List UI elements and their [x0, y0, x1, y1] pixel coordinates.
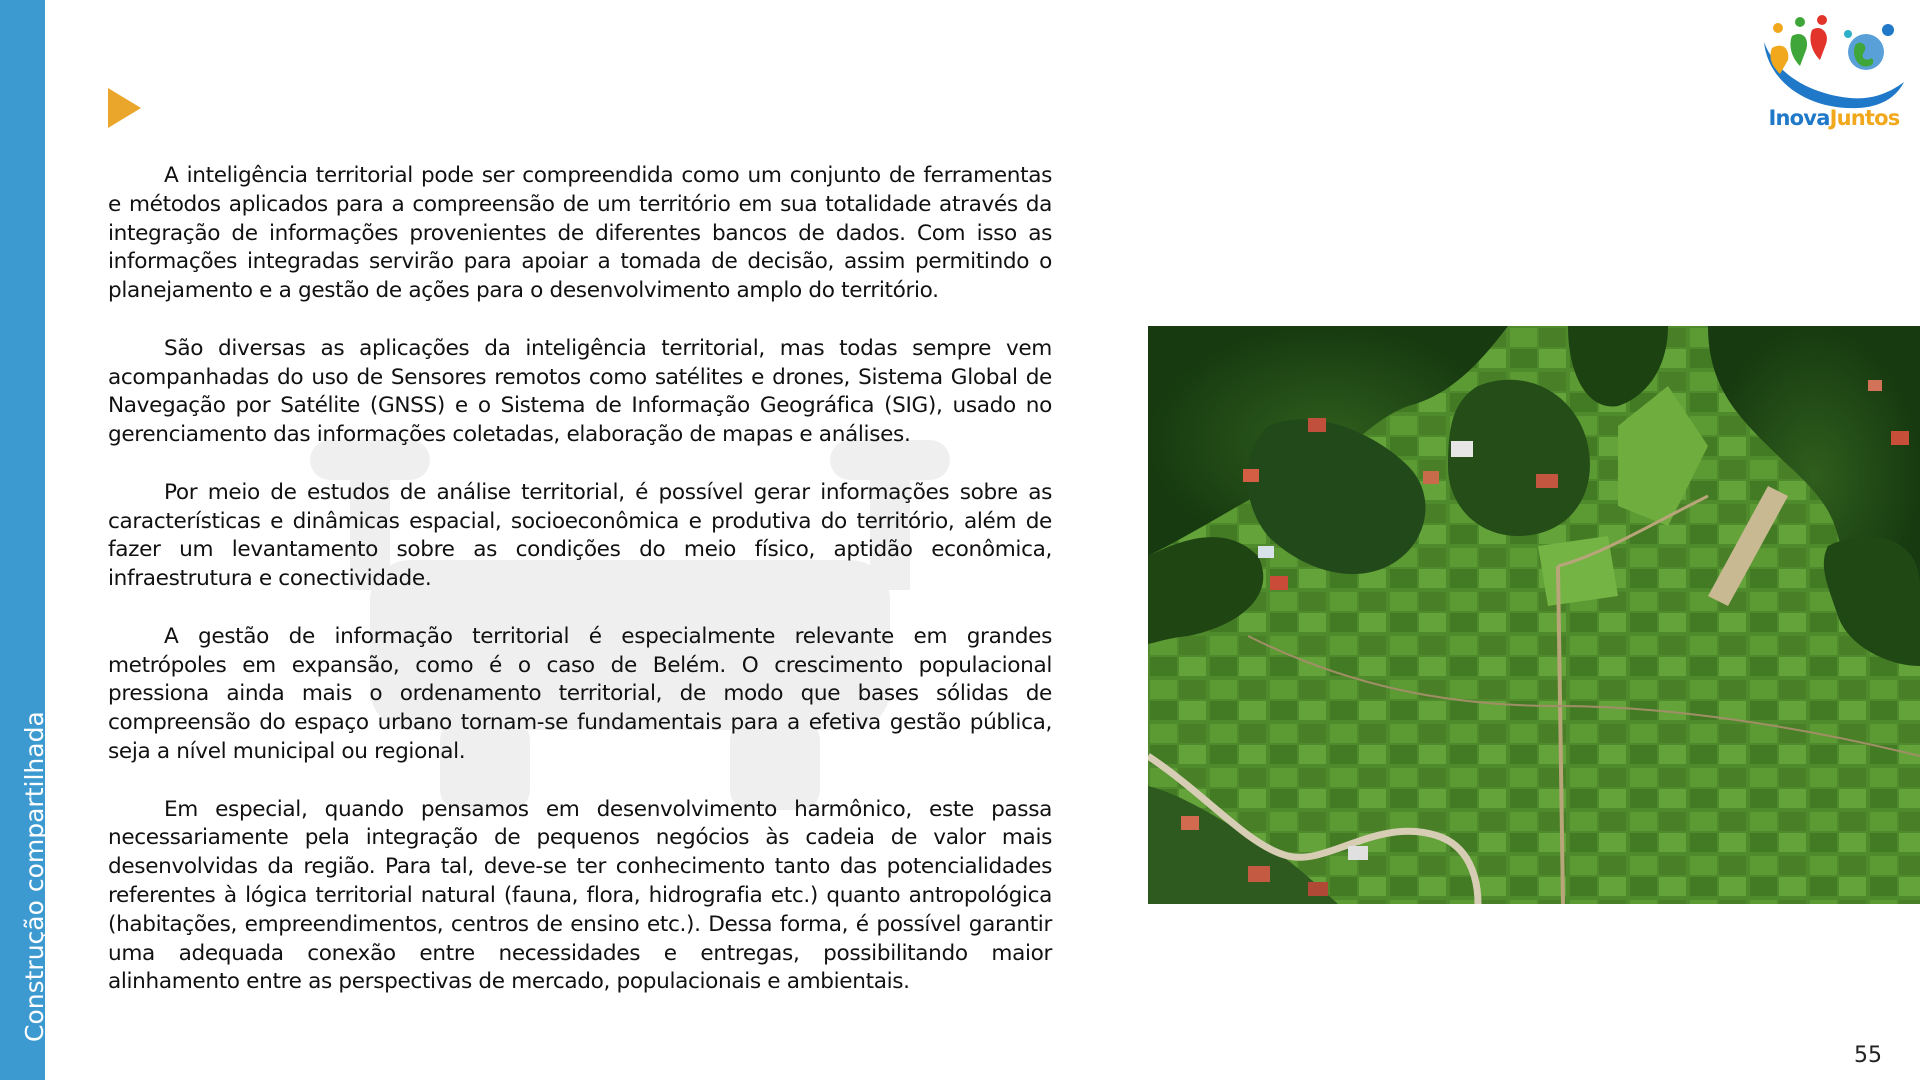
paragraph-1: A inteligência territorial pode ser compreendida como um conjunto de ferramentas e métodos aplicados para a compreensão de um território em sua totalidade através da integração de informações provenientes de diferentes bancos de dados. Com isso as informações integradas servirão para apoiar a tomada de decisão, assim permitindo o planejamento e a gestão de ações para o desenvolvimento amplo do território.: [108, 163, 1052, 304]
sidebar-label: Construção compartilhada: [20, 711, 49, 1042]
page-number: 55: [1854, 1043, 1882, 1068]
paragraph-3: Por meio de estudos de análise territorial, é possível gerar informações sobre as características e dinâmicas espacial, socioeconômica e produtiva do território, além de fazer um levantamento sobre as condições do meio físico, aptidão econômica, infraestrutura e conectividade.: [108, 479, 1052, 592]
aerial-farmland-photo: [1148, 326, 1920, 904]
body-text: [108, 162, 1052, 997]
logo-wordmark-part2: Juntos: [1829, 106, 1900, 130]
paragraph-4: A gestão de informação territorial é especialmente relevante em grandes metrópoles em expansão, como é o caso de Belém. O crescimento populacional pressiona ainda mais o ordenamento territorial, de modo que bases sólidas de compreensão do espaço urbano tornam-se fundamentais para a efetiva gestão pública, seja a nível municipal ou regional.: [108, 623, 1052, 764]
logo-wordmark-part1: Inova: [1768, 106, 1830, 130]
play-triangle-icon: [108, 88, 141, 128]
logo-wordmark: [1762, 106, 1906, 130]
paragraph-5: Em especial, quando pensamos em desenvolvimento harmônico, este passa necessariamente pela integração de pequenos negócios às cadeia de valor mais desenvolvidas da região. Para tal, deve-se ter conhecimento tanto das potencialidades referentes à lógica territorial natural (fauna, flora, hidrografia etc.) quanto antropológica (habitações, empreendimentos, centros de ensino etc.). Dessa forma, é possível garantir uma adequada conexão entre necessidades e entregas, possibilitando maior alinhamento entre as perspectivas de mercado, populacionais e ambientais.: [108, 796, 1052, 995]
paragraph-2: São diversas as aplicações da inteligência territorial, mas todas sempre vem acompanhadas do uso de Sensores remotos como satélites e drones, Sistema Global de Navegação por Satélite (GNSS) e o Sistema de Informação Geográfica (SIG), usado no gerenciamento das informações coletadas, elaboração de mapas e análises.: [108, 335, 1052, 448]
